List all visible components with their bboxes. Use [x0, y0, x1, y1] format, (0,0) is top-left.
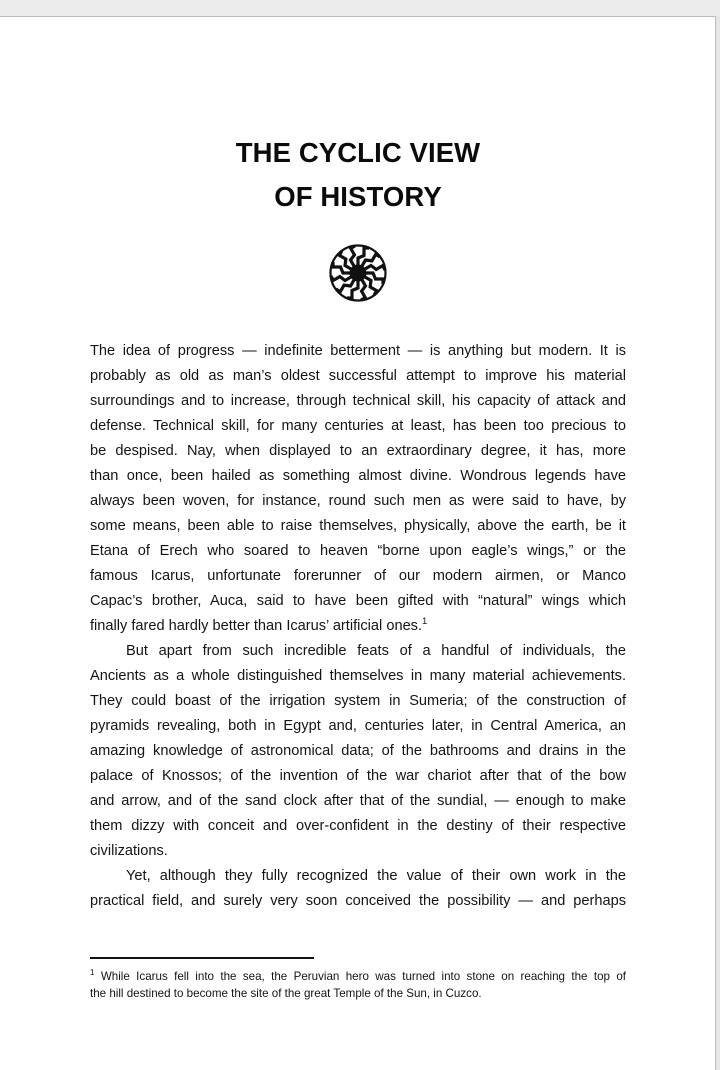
text-line: be despised. Nay, when displayed to an extraordinary degree, it has, more — [90, 443, 626, 459]
sun-wheel-icon — [329, 244, 387, 302]
text-line: Capac’s brother, Auca, said to have been gifted with “natural” wings which — [90, 593, 626, 609]
text-line: civilizations. — [90, 843, 168, 859]
text-line: them dizzy with conceit and over-confident in the destiny of their respective — [90, 818, 626, 834]
text-line: amazing knowledge of astronomical data; of the bathrooms and drains in the — [90, 743, 626, 759]
document-page — [0, 16, 716, 1070]
text-line — [90, 614, 626, 639]
text-line: than once, been hailed as something almost divine. Wondrous legends have — [90, 468, 626, 484]
footnote-number: 1 — [90, 968, 95, 978]
text-line: The idea of progress — indefinite betterment — is anything but modern. It is — [90, 343, 626, 359]
chapter-title-line-1: THE CYCLIC VIEW — [235, 137, 481, 168]
body-text — [90, 339, 626, 914]
text-line: They could boast of the irrigation system in Sumeria; of the construction of — [90, 693, 626, 709]
text-line: famous Icarus, unfortunate forerunner of our modern airmen, or Manco — [90, 568, 626, 584]
footnote-separator — [90, 957, 314, 959]
text-line: and arrow, and of the sand clock after that of the sundial, — enough to make — [90, 793, 626, 809]
footnote-reference[interactable]: 1 — [422, 616, 428, 628]
text-line: Yet, although they fully recognized the value of their own work in the — [126, 868, 626, 884]
text-line: practical field, and surely very soon conceived the possibility — and perhaps — [90, 893, 626, 909]
text-line-content: finally fared hardly better than Icarus’ artificial ones. — [90, 618, 423, 634]
text-line: surroundings and to increase, through technical skill, his capacity of attack and — [90, 393, 626, 409]
footnote-line-text: While Icarus fell into the sea, the Peruvian hero was turned into stone on reaching the top of — [100, 970, 626, 983]
text-line: always been woven, for instance, round such men as were said to have, by — [90, 493, 626, 509]
text-line: But apart from such incredible feats of a handful of individuals, the — [126, 643, 626, 659]
chapter-title-line-2: OF HISTORY — [274, 181, 442, 212]
footnote — [90, 968, 626, 1002]
text-line: some means, been able to raise themselves, physically, above the earth, be it — [90, 518, 626, 534]
text-line: Etana of Erech who soared to heaven “borne upon eagle’s wings,” or the — [90, 543, 626, 559]
footnote-line — [90, 968, 626, 985]
text-line: Ancients as a whole distinguished themselves in many material achievements. — [90, 668, 626, 684]
text-line: palace of Knossos; of the invention of the war chariot after that of the bow — [90, 768, 626, 784]
viewer-top-border — [0, 0, 720, 16]
text-line: probably as old as man’s oldest successful attempt to improve his material — [90, 368, 626, 384]
text-line: defense. Technical skill, for many centuries at least, has been too precious to — [90, 418, 626, 434]
text-line: pyramids revealing, both in Egypt and, centuries later, in Central America, an — [90, 718, 626, 734]
footnote-line: the hill destined to become the site of the great Temple of the Sun, in Cuzco. — [90, 987, 482, 1000]
